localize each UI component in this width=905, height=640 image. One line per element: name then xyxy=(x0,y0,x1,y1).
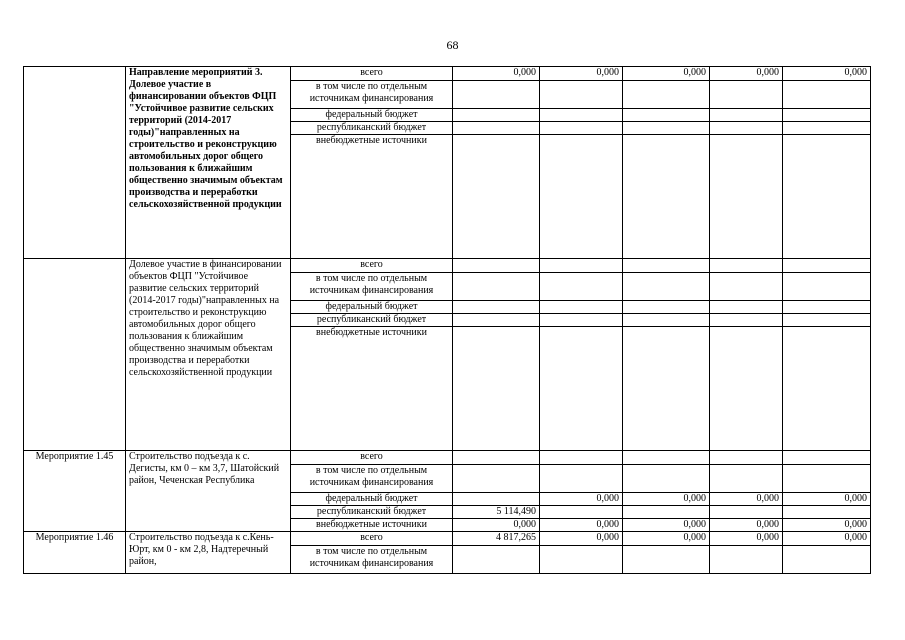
amount-cell xyxy=(453,122,540,135)
amount-cell xyxy=(453,259,540,273)
amount-cell: 0,000 xyxy=(623,67,710,81)
amount-cell xyxy=(710,314,783,327)
amount-cell xyxy=(540,273,623,301)
amount-cell xyxy=(540,109,623,122)
amount-cell xyxy=(453,546,540,574)
event-code-cell: Мероприятие 1.46 xyxy=(24,532,126,574)
amount-cell xyxy=(540,546,623,574)
amount-cell: 0,000 xyxy=(540,519,623,532)
amount-cell xyxy=(540,327,623,451)
amount-cell: 0,000 xyxy=(783,532,871,546)
amount-cell xyxy=(453,135,540,259)
funding-source-cell: федеральный бюджет xyxy=(291,493,453,506)
amount-cell xyxy=(710,465,783,493)
amount-cell xyxy=(710,273,783,301)
page-number: 68 xyxy=(446,38,459,52)
amount-cell xyxy=(453,81,540,109)
amount-cell: 0,000 xyxy=(783,519,871,532)
amount-cell: 0,000 xyxy=(540,493,623,506)
amount-cell xyxy=(540,314,623,327)
event-code-cell xyxy=(24,67,126,259)
amount-cell xyxy=(540,259,623,273)
amount-cell xyxy=(783,465,871,493)
amount-cell: 0,000 xyxy=(540,532,623,546)
amount-cell xyxy=(623,506,710,519)
amount-cell xyxy=(623,327,710,451)
funding-source-cell: всего xyxy=(291,451,453,465)
funding-source-cell: внебюджетные источники xyxy=(291,135,453,259)
amount-cell: 5 114,490 xyxy=(453,506,540,519)
amount-cell xyxy=(710,546,783,574)
event-code-cell: Мероприятие 1.45 xyxy=(24,451,126,532)
amount-cell xyxy=(453,493,540,506)
funding-source-cell: республиканский бюджет xyxy=(291,506,453,519)
amount-cell xyxy=(540,301,623,314)
funding-source-cell: в том числе по отдельным источникам финансирования xyxy=(291,465,453,493)
amount-cell xyxy=(540,506,623,519)
amount-cell xyxy=(453,301,540,314)
table-row xyxy=(24,67,871,81)
amount-cell xyxy=(783,506,871,519)
amount-cell: 0,000 xyxy=(710,519,783,532)
amount-cell xyxy=(623,273,710,301)
amount-cell: 0,000 xyxy=(623,493,710,506)
amount-cell xyxy=(710,327,783,451)
funding-source-cell: в том числе по отдельным источникам финансирования xyxy=(291,546,453,574)
amount-cell xyxy=(783,81,871,109)
amount-cell xyxy=(783,122,871,135)
funding-source-cell: внебюджетные источники xyxy=(291,327,453,451)
amount-cell: 0,000 xyxy=(540,67,623,81)
amount-cell xyxy=(783,259,871,273)
amount-cell xyxy=(453,314,540,327)
amount-cell xyxy=(453,273,540,301)
amount-cell xyxy=(623,301,710,314)
amount-cell xyxy=(623,109,710,122)
amount-cell xyxy=(623,122,710,135)
amount-cell xyxy=(710,135,783,259)
amount-cell xyxy=(783,301,871,314)
funding-source-cell: республиканский бюджет xyxy=(291,314,453,327)
amount-cell xyxy=(540,122,623,135)
amount-cell xyxy=(453,327,540,451)
amount-cell xyxy=(623,259,710,273)
amount-cell xyxy=(623,135,710,259)
amount-cell: 4 817,265 xyxy=(453,532,540,546)
amount-cell: 0,000 xyxy=(453,67,540,81)
funding-source-cell: всего xyxy=(291,532,453,546)
amount-cell xyxy=(783,273,871,301)
amount-cell xyxy=(710,109,783,122)
amount-cell xyxy=(783,135,871,259)
amount-cell xyxy=(710,451,783,465)
amount-cell: 0,000 xyxy=(623,532,710,546)
amount-cell xyxy=(783,451,871,465)
amount-cell: 0,000 xyxy=(783,67,871,81)
amount-cell xyxy=(783,546,871,574)
amount-cell xyxy=(623,314,710,327)
amount-cell xyxy=(710,506,783,519)
amount-cell xyxy=(540,465,623,493)
funding-source-cell: всего xyxy=(291,259,453,273)
amount-cell xyxy=(540,81,623,109)
amount-cell xyxy=(453,109,540,122)
event-title-cell: Строительство подъезда к с. Дегисты, км 0 – км 3,7, Шатойский район, Чеченская Республика xyxy=(126,451,291,532)
amount-cell: 0,000 xyxy=(783,493,871,506)
funding-source-cell: федеральный бюджет xyxy=(291,109,453,122)
amount-cell: 0,000 xyxy=(710,493,783,506)
amount-cell xyxy=(623,451,710,465)
funding-source-cell: республиканский бюджет xyxy=(291,122,453,135)
amount-cell xyxy=(710,122,783,135)
event-title-cell: Строительство подъезда к с.Кень-Юрт, км 0 - км 2,8, Надтеречный район, xyxy=(126,532,291,574)
amount-cell xyxy=(783,314,871,327)
amount-cell xyxy=(783,327,871,451)
table-row xyxy=(24,451,871,465)
funding-source-cell: в том числе по отдельным источникам финансирования xyxy=(291,273,453,301)
amount-cell: 0,000 xyxy=(623,519,710,532)
amount-cell: 0,000 xyxy=(710,67,783,81)
amount-cell xyxy=(623,465,710,493)
event-title-cell: Долевое участие в финансировании объектов ФЦП "Устойчивое развитие сельских территорий (2014-2017 годы)"направленных на строительство и реконструкцию автомобильных дорог общего пользования к ближайшим общественно значимым объектам производства и переработки сельскохозяйственной продукции xyxy=(126,259,291,451)
amount-cell: 0,000 xyxy=(453,519,540,532)
funding-source-cell: федеральный бюджет xyxy=(291,301,453,314)
amount-cell xyxy=(540,135,623,259)
table-row xyxy=(24,532,871,546)
funding-source-cell: всего xyxy=(291,67,453,81)
amount-cell xyxy=(623,546,710,574)
financing-table xyxy=(23,66,871,574)
amount-cell xyxy=(540,451,623,465)
table-row xyxy=(24,259,871,273)
event-code-cell xyxy=(24,259,126,451)
amount-cell: 0,000 xyxy=(710,532,783,546)
amount-cell xyxy=(783,109,871,122)
amount-cell xyxy=(710,301,783,314)
amount-cell xyxy=(453,451,540,465)
event-title-cell: Направление мероприятий 3. Долевое участие в финансировании объектов ФЦП "Устойчивое развитие сельских территорий (2014-2017 годы)"направленных на строительство и реконструкцию автомобильных дорог общего пользования к ближайшим общественно значимым объектам производства и переработки сельскохозяйственной продукции xyxy=(126,67,291,259)
amount-cell xyxy=(710,259,783,273)
funding-source-cell: внебюджетные источники xyxy=(291,519,453,532)
funding-source-cell: в том числе по отдельным источникам финансирования xyxy=(291,81,453,109)
amount-cell xyxy=(623,81,710,109)
amount-cell xyxy=(453,465,540,493)
amount-cell xyxy=(710,81,783,109)
